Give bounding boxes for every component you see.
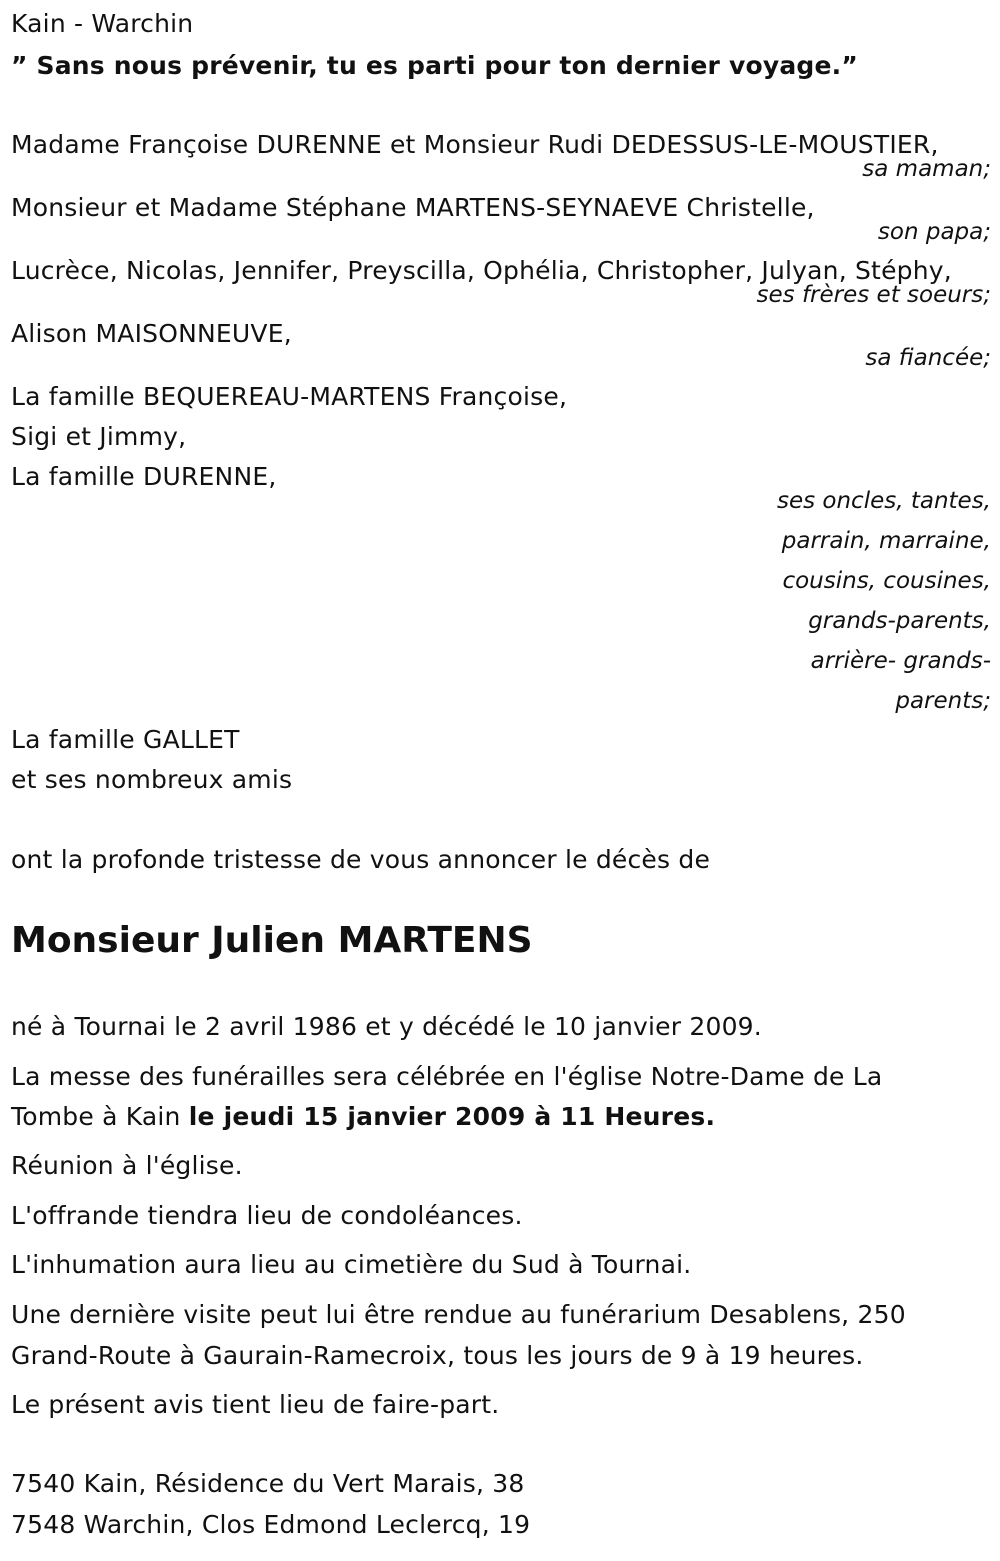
relatives-role: arrière- grands- (810, 648, 991, 674)
relatives-role: parents; (895, 688, 991, 714)
address-line: 7540 Kain, Résidence du Vert Marais, 38 (11, 1469, 525, 1498)
funeral-mass-line: La messe des funérailles sera célébrée en l'église Notre-Dame de La (11, 1062, 883, 1091)
siblings-line: Lucrèce, Nicolas, Jennifer, Preyscilla, Ophélia, Christopher, Julyan, Stéphy, (11, 256, 952, 285)
relatives-role: ses oncles, tantes, (776, 488, 991, 514)
birth-death-dates: né à Tournai le 2 avril 1986 et y décédé le 10 janvier 2009. (11, 1012, 762, 1041)
siblings-role: ses frères et soeurs; (756, 282, 991, 308)
meeting-info: Réunion à l'église. (11, 1151, 243, 1180)
relatives-role: cousins, cousines, (782, 568, 991, 594)
others-line: La famille GALLET (11, 725, 240, 754)
father-role: son papa; (877, 219, 991, 245)
deceased-name: Monsieur Julien MARTENS (11, 920, 533, 961)
fiancee-role: sa fiancée; (865, 345, 991, 371)
burial-info: L'inhumation aura lieu au cimetière du Sud à Tournai. (11, 1250, 692, 1279)
visit-info-line: Une dernière visite peut lui être rendue au funérarium Desablens, 250 (11, 1300, 906, 1329)
offering-info: L'offrande tiendra lieu de condoléances. (11, 1201, 523, 1230)
notice-info: Le présent avis tient lieu de faire-part. (11, 1390, 500, 1419)
relatives-line: Sigi et Jimmy, (11, 422, 187, 451)
relatives-line: La famille BEQUEREAU-MARTENS Françoise, (11, 382, 568, 411)
relatives-role: grands-parents, (808, 608, 991, 634)
visit-info-line: Grand-Route à Gaurain-Ramecroix, tous les jours de 9 à 19 heures. (11, 1341, 864, 1370)
others-line: et ses nombreux amis (11, 765, 293, 794)
fiancee-line: Alison MAISONNEUVE, (11, 319, 292, 348)
location-heading: Kain - Warchin (11, 9, 194, 38)
funeral-mass-datetime: le jeudi 15 janvier 2009 à 11 Heures. (188, 1102, 716, 1131)
announcement-intro: ont la profonde tristesse de vous annoncer le décès de (11, 845, 711, 874)
relatives-role: parrain, marraine, (781, 528, 991, 554)
relatives-line: La famille DURENNE, (11, 462, 277, 491)
obituary-notice (11, 0, 991, 1561)
epitaph-quote: ” Sans nous prévenir, tu es parti pour ton dernier voyage.” (11, 51, 858, 80)
funeral-mass-place: Tombe à Kain (11, 1102, 189, 1131)
funeral-mass-line (11, 1102, 715, 1132)
father-line: Monsieur et Madame Stéphane MARTENS-SEYNAEVE Christelle, (11, 193, 815, 222)
address-line: 7548 Warchin, Clos Edmond Leclercq, 19 (11, 1510, 531, 1539)
mother-line: Madame Françoise DURENNE et Monsieur Rudi DEDESSUS-LE-MOUSTIER, (11, 130, 939, 159)
mother-role: sa maman; (862, 156, 991, 182)
